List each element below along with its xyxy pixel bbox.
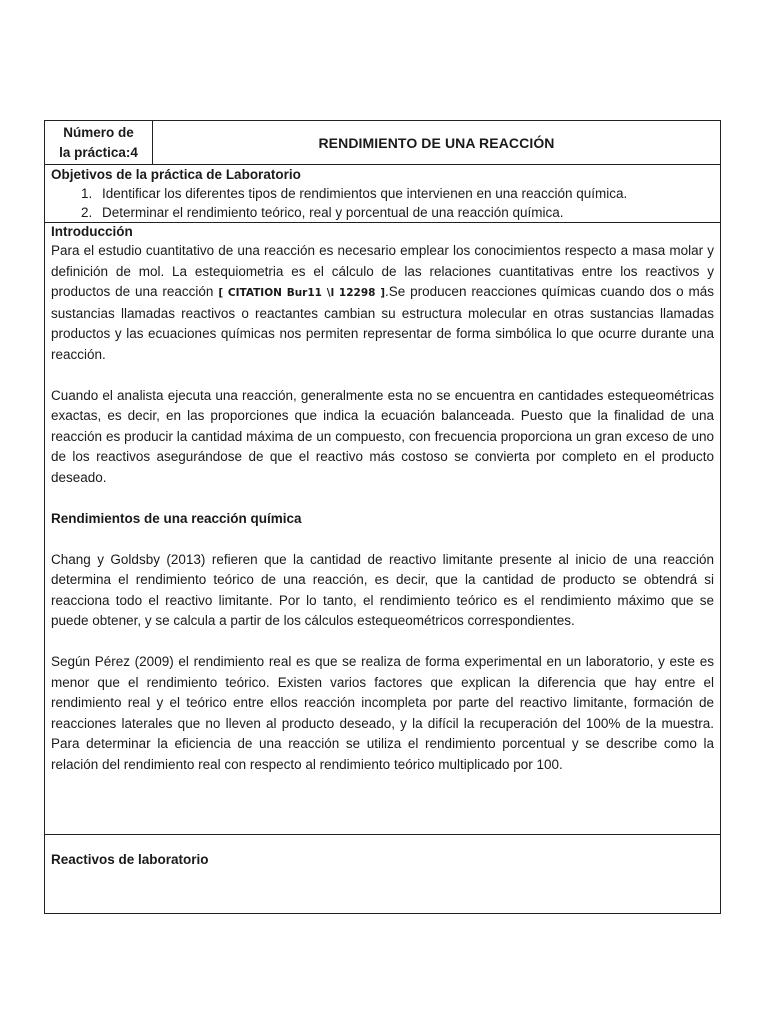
practice-number-cell (45, 121, 153, 164)
practice-number-label-line1: Número de (63, 125, 134, 140)
citation-field: [ CITATION Bur11 \l 12298 ] (218, 287, 386, 299)
introduction-heading: Introducción (51, 224, 133, 239)
objective-item: 2. Determinar el rendimiento teórico, real y porcentual de una reacción química. (96, 203, 714, 222)
reagents-heading: Reactivos de laboratorio (51, 852, 209, 867)
intro-paragraph-1 (51, 241, 714, 365)
practice-title: RENDIMIENTO DE UNA REACCIÓN (318, 134, 555, 151)
objective-item: 1. Identificar los diferentes tipos de rendimientos que intervienen en una reacción química. (96, 184, 714, 203)
practice-sheet-table (44, 120, 721, 914)
introduction-section (45, 223, 720, 835)
objectives-heading: Objetivos de la práctica de Laboratorio (51, 167, 301, 182)
intro-paragraph-1-text: Para el estudio cuantitativo de una reacción es necesario emplear los conocimientos respecto a masa molar y definición de mol. La estequiometria es el cálculo de las relaciones cuantitativas entre los reactivos y productos de una reacción (51, 243, 714, 299)
practice-number-label-line2: la práctica:4 (59, 145, 138, 160)
objectives-list (51, 184, 714, 222)
header-row (45, 121, 720, 165)
yields-heading: Rendimientos de una reacción química (51, 510, 302, 526)
intro-paragraph-2: Cuando el analista ejecuta una reacción, generalmente esta no se encuentra en cantidades estequeométricas exactas, es decir, en las proporciones que indica la ecuación balanceada. Puesto que la finalidad de una reacción es producir la cantidad máxima de un compuesto, con frecuencia proporciona un gran exceso de uno de los reactivos asegurándose de que el reactivo más costoso se convierta por completo en el producto deseado. (51, 387, 714, 485)
intro-paragraph-3: Chang y Goldsby (2013) refieren que la cantidad de reactivo limitante presente al inicio de una reacción determina el rendimiento teórico de una reacción, es decir, que la cantidad de producto se obtendrá si reacciona todo el reactivo limitante. Por lo tanto, el rendimiento teórico es el rendimiento máximo que se puede obtener, y se calcula a partir de los cálculos estequeométricos correspondientes. (51, 551, 714, 628)
reagents-section (45, 835, 720, 913)
objectives-section (45, 165, 720, 223)
intro-paragraph-4: Según Pérez (2009) el rendimiento real es que se realiza de forma experimental en un laboratorio, y este es menor que el rendimiento teórico. Existen varios factores que explican la diferencia que hay entre el rendimiento real y el teórico entre ellos reacción incompleta por parte del reactivo limitante, formación de reacciones laterales que no lleven al producto deseado, y la difícil la recuperación del 100% de la muestra. Para determinar la eficiencia de una reacción se utiliza el rendimiento porcentual y se describe como la relación del rendimiento real con respecto al rendimiento teórico multiplicado por 100. (51, 654, 714, 772)
intro-paragraph-1-text-cont: .Se producen reacciones químicas cuando dos o más sustancias llamadas reactivos o reactantes cambian su estructura molecular en otras sustancias llamadas productos y las ecuaciones químicas nos permiten representar de forma simbólica lo que ocurre durante una reacción. (51, 284, 714, 362)
